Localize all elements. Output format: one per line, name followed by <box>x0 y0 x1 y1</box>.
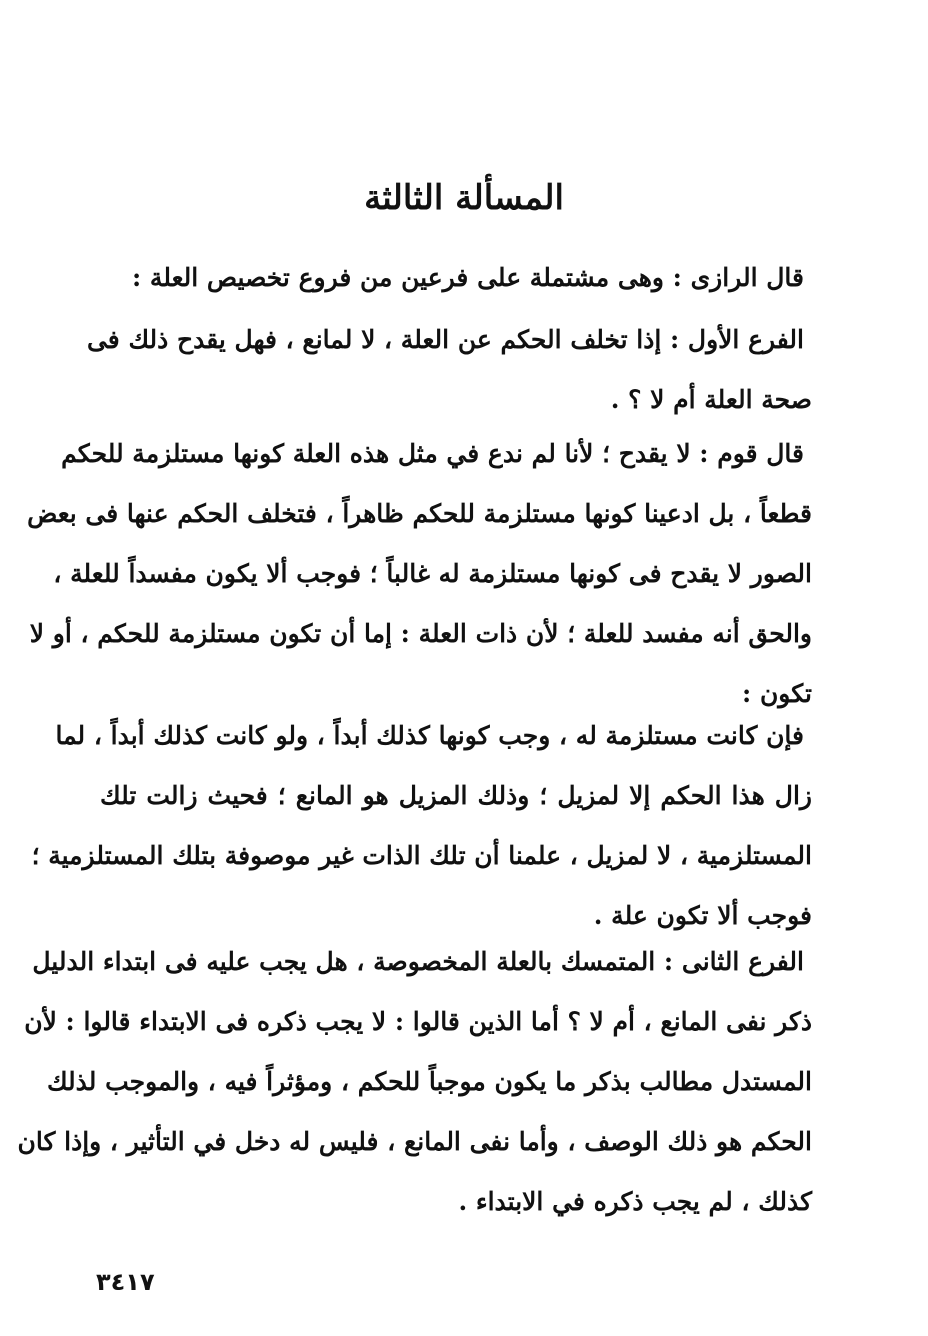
branch-one-line: الفرع الأول : إذا تخلف الحكم عن العلة ، لا لمانع ، فهل يقدح ذلك فى <box>86 325 804 354</box>
branch-two-line: المستدل مطالب بذكر ما يكون موجباً للحكم ، ومؤثراً فيه ، والموجب لذلك <box>46 1067 812 1096</box>
branch-one-paragraph <box>86 310 812 430</box>
opinion-line: والحق أنه مفسد للعلة ؛ لأن ذات العلة : إما أن تكون مستلزمة للحكم ، أو لا <box>29 619 812 648</box>
branch-two-line: الفرع الثانى : المتمسك بالعلة المخصوصة ، هل يجب عليه فى ابتداء الدليل <box>32 947 804 976</box>
opinion-paragraph <box>27 424 812 724</box>
argument-line: فإن كانت مستلزمة له ، وجب كونها كذلك أبداً ، ولو كانت كذلك أبداً ، لما <box>55 721 804 750</box>
opinion-line: قطعاً ، بل ادعينا كونها مستلزمة للحكم ظاهراً ، فتخلف الحكم عنها فى بعض <box>27 499 812 528</box>
branch-one-line: صحة العلة أم لا ؟ . <box>610 385 812 414</box>
opinion-line: الصور لا يقدح فى كونها مستلزمة له غالباً ؛ فوجب ألا يكون مفسداً للعلة ، <box>53 559 812 588</box>
opinion-line: تكون : <box>742 679 812 708</box>
argument-line: زال هذا الحكم إلا لمزيل ؛ وذلك المزيل هو المانع ؛ فحيث زالت تلك <box>100 781 812 810</box>
section-title: المسألة الثالثة <box>364 178 564 218</box>
argument-line: المستلزمية ، لا لمزيل ، علمنا أن تلك الذات غير موصوفة بتلك المستلزمية ؛ <box>31 841 812 870</box>
argument-paragraph <box>31 706 812 946</box>
branch-two-line: الحكم هو ذلك الوصف ، وأما نفى المانع ، فليس له دخل في التأثير ، وإذا كان <box>17 1127 812 1156</box>
branch-two-paragraph <box>17 932 812 1232</box>
branch-two-line: ذكر نفى المانع ، أم لا ؟ أما الذين قالوا : لا يجب ذكره فى الابتداء قالوا : لأن <box>24 1007 812 1036</box>
argument-line: فوجب ألا تكون علة . <box>593 901 812 930</box>
page-number: ٣٤١٧ <box>96 1268 155 1296</box>
intro-paragraph <box>100 248 812 308</box>
branch-two-line: كذلك ، لم يجب ذكره في الابتداء . <box>458 1187 812 1216</box>
intro-line: قال الرازى : وهى مشتملة على فرعين من فروع تخصيص العلة : <box>131 263 804 292</box>
opinion-line: قال قوم : لا يقدح ؛ لأنا لم ندع في مثل هذه العلة كونها مستلزمة للحكم <box>61 439 804 468</box>
